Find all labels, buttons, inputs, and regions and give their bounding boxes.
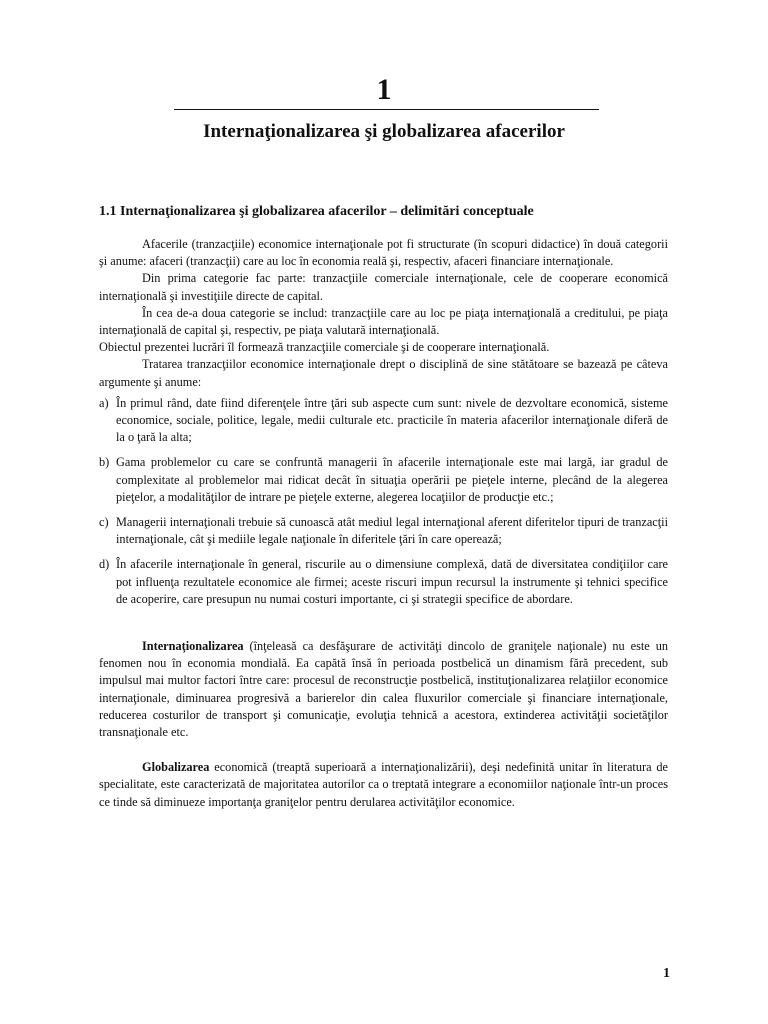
list-item-text: În primul rând, date fiind diferenţele între ţări sub aspecte cum sunt: nivele de dezvoltare economică, sisteme economice, sociale, politice, legale, medii culturale etc. practicile în materia afacerilor internaţionale diferă de la o ţară la alta; [116,395,668,445]
term-globalization: Globalizarea [142,760,210,775]
list-marker: d) [99,557,110,572]
list-item [99,514,668,548]
body-text [99,236,668,811]
paragraph-categories: Afacerile (tranzacţiile) economice internaţionale pot fi structurate (în scopuri didactice) în două categorii şi anume: afaceri (tranzacţii) care au loc în economia reală şi, respectiv, afaceri financiare internaţionale. [99,237,668,269]
list-marker: c) [99,515,109,530]
spacer [99,616,668,638]
list-item-text: Managerii internaţionali trebuie să cunoască atât mediul legal internaţional aferent diferitelor tipuri de tranzacţii internaţionale, cât şi mediile legale naţionale în diferitele ţări în care operează; [116,515,668,547]
internationalization-text: (înţeleasă ca desfăşurare de activităţi dincolo de graniţele naţionale) nu este un fenomen nou în economia mondială. Ea capătă însă în perioada postbelică un dinamism fără precedent, sub impulsul mai multor factori între care: procesul de reconstrucţie postbelică, instituţionalizarea relaţiilor economice internaţionale, diminuarea progresivă a barierelor din calea fluxurilor comerciale şi financiare internaţionale, reducerea costurilor de transport şi comunicaţie, evoluţia tehnică a acestora, extinderea activităţii societăţilor transnaţionale etc. [99,639,668,740]
page-number: 1 [663,966,670,981]
chapter-title: Internaţionalizarea şi globalizarea afacerilor [203,121,565,142]
list-item [99,454,668,506]
spacer [99,741,668,759]
chapter-divider [174,109,599,110]
list-marker: a) [99,395,109,410]
paragraph-globalization [99,759,668,811]
section-heading: 1.1 Internaţionalizarea şi globalizarea afacerilor – delimitări conceptuale [99,204,534,219]
list-marker: b) [99,455,110,470]
term-internationalization: Internaţionalizarea [142,639,244,654]
paragraph-second-category: În cea de-a doua categorie se includ: tranzacţiile care au loc pe piaţa internaţională a creditului, pe piaţa internaţională de capital şi, respectiv, pe piaţa valutară internaţională. [99,305,668,338]
list-item-text: În afacerile internaţionale în general, riscurile au o dimensiune complexă, dată de diversitatea condiţiilor care pot influenţa rezultatele economice ale firmei; aceste riscuri impun recursul la instrumente şi tehnici specifice de acoperire, care presupun nu numai costuri importante, ci şi strategii specifice de abordare. [116,557,668,606]
paragraph-object: Obiectul prezentei lucrări îl formează tranzacţiile comerciale şi de cooperare internaţională. [99,340,550,355]
paragraph-first-category: Din prima categorie fac parte: tranzacţiile comerciale internaţionale, cele de cooperare economică internaţională şi investiţiile directe de capital. [99,271,668,303]
list-item [99,395,668,447]
paragraph-arguments-intro: Tratarea tranzacţiilor economice internaţionale drept o disciplină de sine stătătoare se bazează pe câteva argumente şi anume: [99,357,668,389]
paragraph-internationalization [99,638,668,741]
list-item [99,556,668,608]
list-item-text: Gama problemelor cu care se confruntă managerii în afacerile internaţionale este mai largă, iar gradul de complexitate al problemelor mai ridicat decât în situaţia operării pe pieţele interne, plecând de la alegerea pieţelor, a modalităţilor de intrare pe pieţele externe, alegerea locaţiilor de producţie etc.; [116,455,668,504]
globalization-text: economică (treaptă superioară a internaţionalizării), deşi nedefinită unitar în literatura de specialitate, este caracterizată de majoritatea autorilor ca o treptată integrare a economiilor naţionale într-un proces ce tinde să diminueze importanţa graniţelor pentru derularea activităţilor economice. [99,760,668,809]
chapter-number: 1 [376,73,392,106]
arguments-list [99,395,668,608]
